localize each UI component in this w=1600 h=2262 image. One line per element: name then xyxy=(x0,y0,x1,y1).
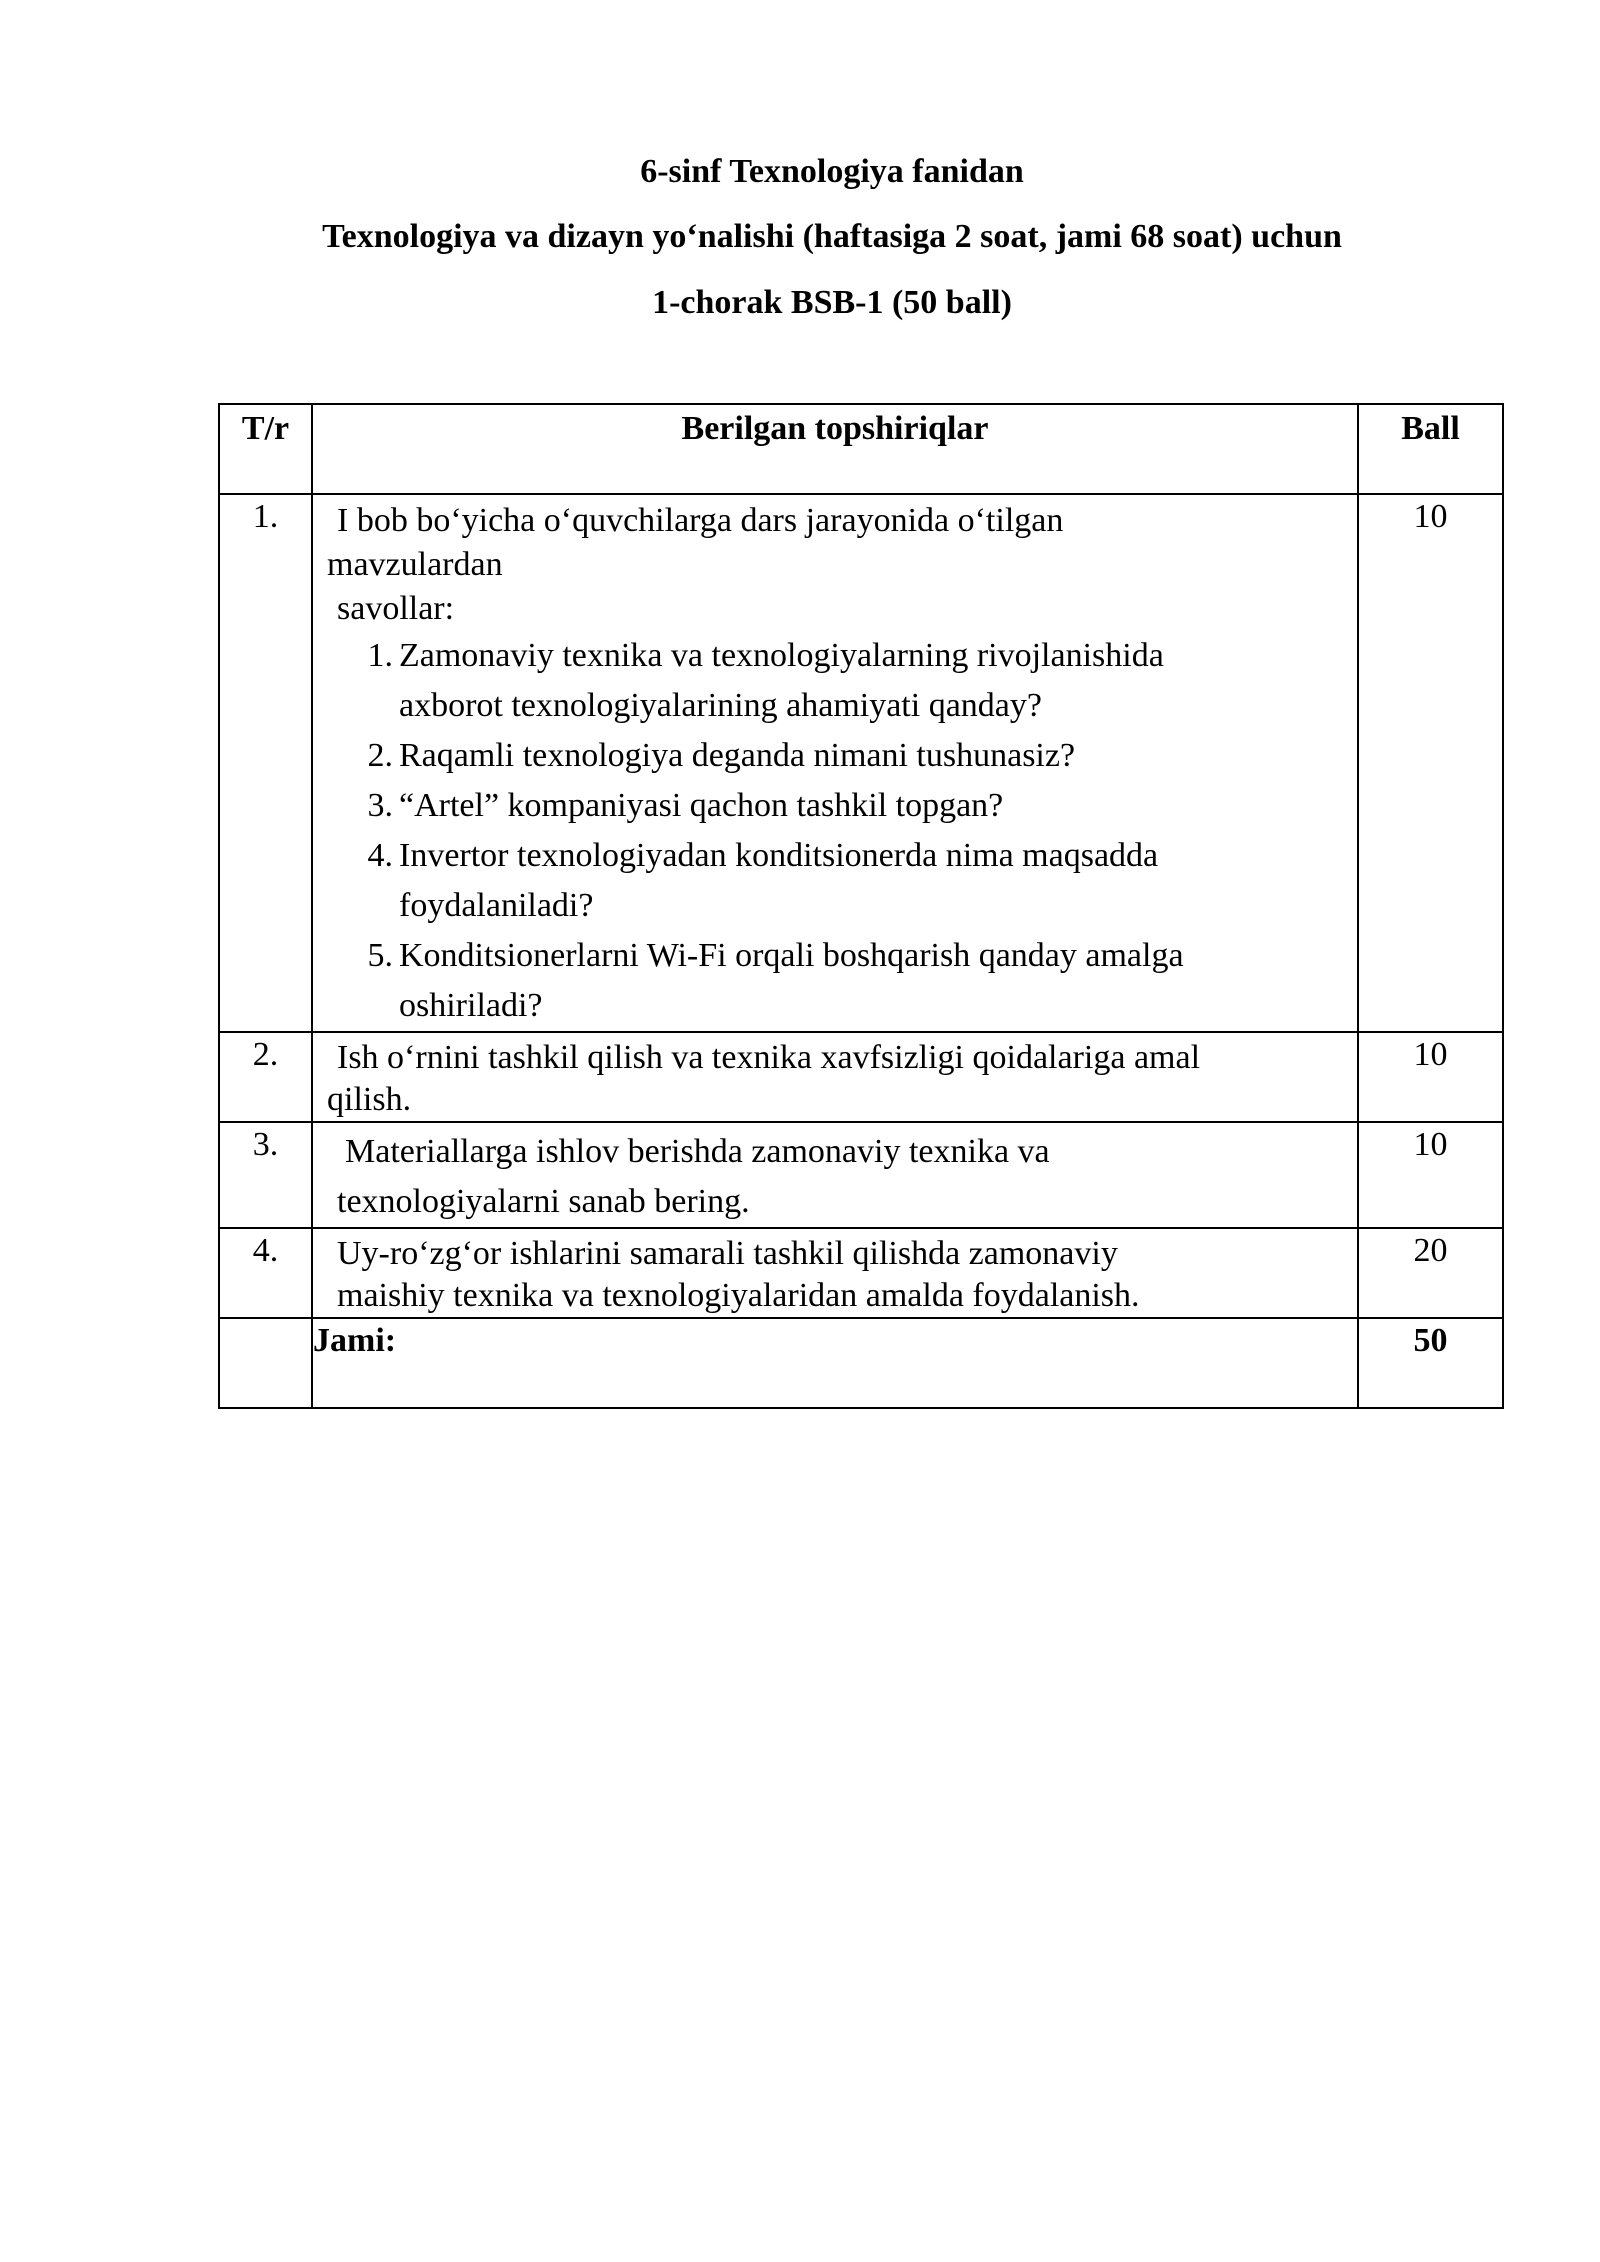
question-text: Konditsionerlarni Wi-Fi orqali boshqarish qanday amalga xyxy=(399,937,1184,974)
row-number: 4. xyxy=(219,1228,312,1318)
question-text: Raqamli texnologiya deganda nimani tushunasiz? xyxy=(399,737,1076,774)
task-text-line-1: Materiallarga ishlov berishda zamonaviy texnika va xyxy=(345,1133,1050,1170)
row-ball: 10 xyxy=(1358,494,1503,1032)
question-item xyxy=(327,931,1347,1031)
task-intro-line-1: I bob bo‘yicha o‘quvchilarga dars jarayonida o‘tilgan xyxy=(337,502,1064,539)
question-text: Zamonaviy texnika va texnologiyalarning rivojlanishida xyxy=(399,637,1164,674)
row-task xyxy=(312,1122,1358,1228)
table-row xyxy=(219,1228,1503,1318)
table-header-row xyxy=(219,404,1503,494)
question-number: 4. xyxy=(367,837,393,874)
header-ball: Ball xyxy=(1358,404,1503,494)
total-empty-cell xyxy=(219,1318,312,1408)
table-total-row xyxy=(219,1318,1503,1408)
question-number: 1. xyxy=(367,637,393,674)
question-text-continued: axborot texnologiyalarining ahamiyati qanday? xyxy=(399,687,1042,724)
row-task xyxy=(312,1032,1358,1122)
row-number: 3. xyxy=(219,1122,312,1228)
row-task xyxy=(312,494,1358,1032)
question-item xyxy=(327,631,1347,731)
question-list xyxy=(327,631,1347,1031)
task-intro-line-2: mavzulardan xyxy=(327,546,503,583)
question-number: 5. xyxy=(367,937,393,974)
document-title-line-1: 6-sinf Texnologiya fanidan xyxy=(640,153,1024,190)
row-task xyxy=(312,1228,1358,1318)
question-text: “Artel” kompaniyasi qachon tashkil topgan? xyxy=(399,787,1004,824)
question-item xyxy=(327,831,1347,931)
document-title-line-2: Texnologiya va dizayn yo‘nalishi (haftasiga 2 soat, jami 68 soat) uchun xyxy=(322,218,1342,255)
question-item xyxy=(327,731,1347,781)
row-ball: 20 xyxy=(1358,1228,1503,1318)
table-row xyxy=(219,494,1503,1032)
assessment-table xyxy=(218,403,1504,1409)
header-number: T/r xyxy=(219,404,312,494)
total-label: Jami: xyxy=(312,1318,1358,1408)
task-text-line-2: qilish. xyxy=(327,1081,412,1118)
task-text-line-2: maishiy texnika va texnologiyalaridan amalda foydalanish. xyxy=(337,1277,1140,1314)
task-text-line-2: texnologiyalarni sanab bering. xyxy=(337,1183,750,1220)
table-row xyxy=(219,1122,1503,1228)
question-text-continued: oshiriladi? xyxy=(399,987,543,1024)
question-item xyxy=(327,781,1347,831)
row-number: 2. xyxy=(219,1032,312,1122)
header-tasks: Berilgan topshiriqlar xyxy=(312,404,1358,494)
question-number: 2. xyxy=(367,737,393,774)
row-ball: 10 xyxy=(1358,1122,1503,1228)
document-title-line-3: 1-chorak BSB-1 (50 ball) xyxy=(652,284,1012,321)
row-number: 1. xyxy=(219,494,312,1032)
task-intro-line-3: savollar: xyxy=(337,590,455,627)
task-text-line-1: Ish o‘rnini tashkil qilish va texnika xavfsizligi qoidalariga amal xyxy=(337,1039,1201,1076)
question-text: Invertor texnologiyadan konditsionerda nima maqsadda xyxy=(399,837,1159,874)
task-text-line-1: Uy-ro‘zg‘or ishlarini samarali tashkil qilishda zamonaviy xyxy=(337,1235,1118,1272)
table-row xyxy=(219,1032,1503,1122)
question-text-continued: foydalaniladi? xyxy=(399,887,594,924)
question-number: 3. xyxy=(367,787,393,824)
row-ball: 10 xyxy=(1358,1032,1503,1122)
total-ball: 50 xyxy=(1358,1318,1503,1408)
